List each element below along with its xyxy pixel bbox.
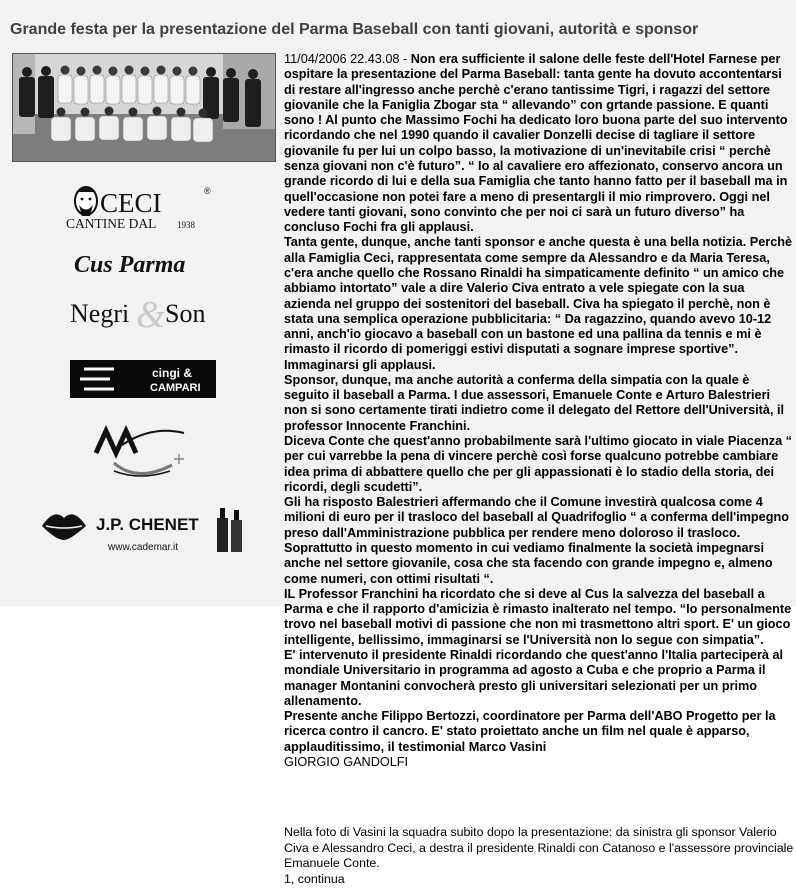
- cus-parma-logo: [72, 243, 212, 288]
- ceci-face-icon: [75, 187, 97, 216]
- cingi-line2: CAMPARI: [150, 382, 201, 394]
- article-timestamp: 11/04/2006 22.43.08 -: [284, 52, 411, 66]
- caption-continua: 1, continua: [284, 871, 345, 886]
- article-paragraph-2: Tanta gente, dunque, anche tanti sponsor e anche questa è una bella notizia. Perchè alla Famiglia Ceci, rappresentata come sempre da Alessandro e da Maria Teresa, c'era anche quello che Rossano Rinaldi ha simpaticamente definito “ un amico che abbiamo intortato” vale a dire Valerio Civa entrato a vele spiegate con la sua azienda nel gruppo dei sostenitori del baseball. Civa ha spiegato il perchè, non è stata una semplica operazione pubblicitaria: “ Da ragazzino, quando avevo 10-12 anni, anch'io giocavo a baseball con un bastone ed una pallina da tennis e mi è rimasto il ricordo di pomeriggi estivi disputati a sognare imprese sportive”. Immaginarsi gli applausi.: [284, 235, 793, 372]
- negri-son-right: Son: [165, 299, 206, 328]
- article-paragraph-6: IL Professor Franchini ha ricordato che si deve al Cus la salvezza del baseball a Parma e che il rapporto d'amicizia è rimasto inalterato nel tempo. “Io personalmente trovo nel baseball motivi di passione che non mi trasmettono altri sport. E' un gioco intelligente, bellissimo, immaginarsi se l'Università non lo segue con simpatia”.: [284, 586, 792, 647]
- ceci-tagline: CANTINE DAL: [66, 216, 157, 231]
- photo-caption: [284, 825, 794, 887]
- wine-bottle-icon: [217, 508, 242, 552]
- negri-son-logo: [70, 293, 220, 338]
- cingi-campari-logo: [70, 360, 220, 405]
- article-author: GIORGIO GANDOLFI: [284, 754, 409, 769]
- article-paragraph-4: Diceva Conte che quest'anno probabilmente sarà l'ultimo giocato in viale Piacenza “ per cui varrebbe la pena di vincere perchè così forse qualcuno potrebbe cambiare idea prima di abbattere quello che per gli appassionati è lo stadio della storia, dei ricordi, degli scudetti”.: [284, 434, 793, 494]
- article-paragraph-1-text: Non era sufficiente il salone delle feste dell'Hotel Farnese per ospitare la presentazione del Parma Baseball: tanta gente ha dovuto accontentarsi di restare all'ingresso anche perchè c'erano tantissime Tigri, i ragazzi del settore giovanile che la Faniglia Zbogar sta “ allevando” con grtande passione. E quanti sono ! Al punto che Massimo Fochi ha dedicato loro buona parte del suo intervento ricordando che nel 1990 quando il cavalier Donzelli decise di tagliare il settore giovanile fu per lui un colpo basso, la motivazione di un'inevitabile crisi “ perchè senza giovani non c'è futuro”. “ Io al cavaliere ero affezionato, conservo ancora un grande ricordo di lui e della sua Famiglia che tanto hanno fatto per il baseball ma in quell'occasione non potei fare a meno di presentargli il mio rimprovero. Oggi nel vedere tanti giovani, sono convinto che per noi ci sarà un futuro diverso” ha concluso Fochi fra gli applausi.: [284, 52, 788, 235]
- lips-icon: [42, 514, 86, 540]
- swoosh-mark-icon: [96, 431, 136, 453]
- article-paragraph-7: E' intervenuto il presidente Rinaldi ricordando che quest'anno l'Italia parteciperà al mondiale Universitario in programma ad agosto a Cuba e che proprio a Parma il manager Montanini convocherà presto gli universitari selezionati per un primo allenamento.: [284, 647, 784, 708]
- article-body: [284, 52, 794, 770]
- chenet-url: www.cademar.it: [108, 542, 179, 553]
- cingi-line1: cingi &: [152, 366, 193, 380]
- team-photo: [12, 53, 276, 162]
- negri-son-ampersand: &: [136, 294, 166, 333]
- ceci-name: CECI: [100, 188, 162, 218]
- team-photo-drawing: [13, 54, 275, 161]
- negri-son-left: Negri: [70, 299, 130, 328]
- article-paragraph-1: [284, 52, 794, 235]
- jp-chenet-logo: [40, 500, 250, 565]
- article-paragraph-3: Sponsor, dunque, ma anche autorità a conferma della simpatia con la quale è seguito il baseball a Parma. I due assessori, Emanuele Conte e Arturo Balestrieri non si sono certamente tirati indietro come il delegato del Rettore dell'Università, il professor Innocente Franchini.: [284, 372, 785, 433]
- article-headline: Grande festa per la presentazione del Parma Baseball con tanti giovani, autorità e sponsor: [10, 21, 699, 38]
- article-paragraph-8: Presente anche Filippo Bertozzi, coordinatore per Parma dell'ABO Progetto per la ricerca contro il cancro. E' stato proiettato anche un film nel quale è apparso, applauditissimo, il testimonial Marco Vasini: [284, 709, 776, 754]
- swoosh-logo: [92, 423, 192, 486]
- article-paragraph-5: Gli ha risposto Balestrieri affermando che il Comune investirà qualcosa come 4 milioni di euro per il trasloco del baseball al Quadrifoglio “ a conferma dell'impegno preso dall'Amministrazione pubblica per rendere meno doloroso il trasloco. Soprattutto in questo momento in cui vediamo finalmente la società impegnarsi anche nel settore giovanile, cosa che sta facendo con grande impegno e, almeno come numeri, con ottimi risultati “.: [284, 495, 789, 586]
- ceci-reg-mark: ®: [204, 186, 211, 196]
- caption-text: Nella foto di Vasini la squadra subito dopo la presentazione: da sinistra gli sponsor Valerio Civa e Alessandro Ceci, a destra il presidente Rinaldi con Catanoso e l'assessore provinciale Emanuele Conte.: [284, 825, 794, 870]
- ceci-year: 1938: [177, 220, 195, 230]
- chenet-name: J.P. CHENET: [96, 515, 199, 534]
- ceci-logo: [60, 180, 220, 237]
- cus-parma-name: Cus Parma: [74, 252, 186, 278]
